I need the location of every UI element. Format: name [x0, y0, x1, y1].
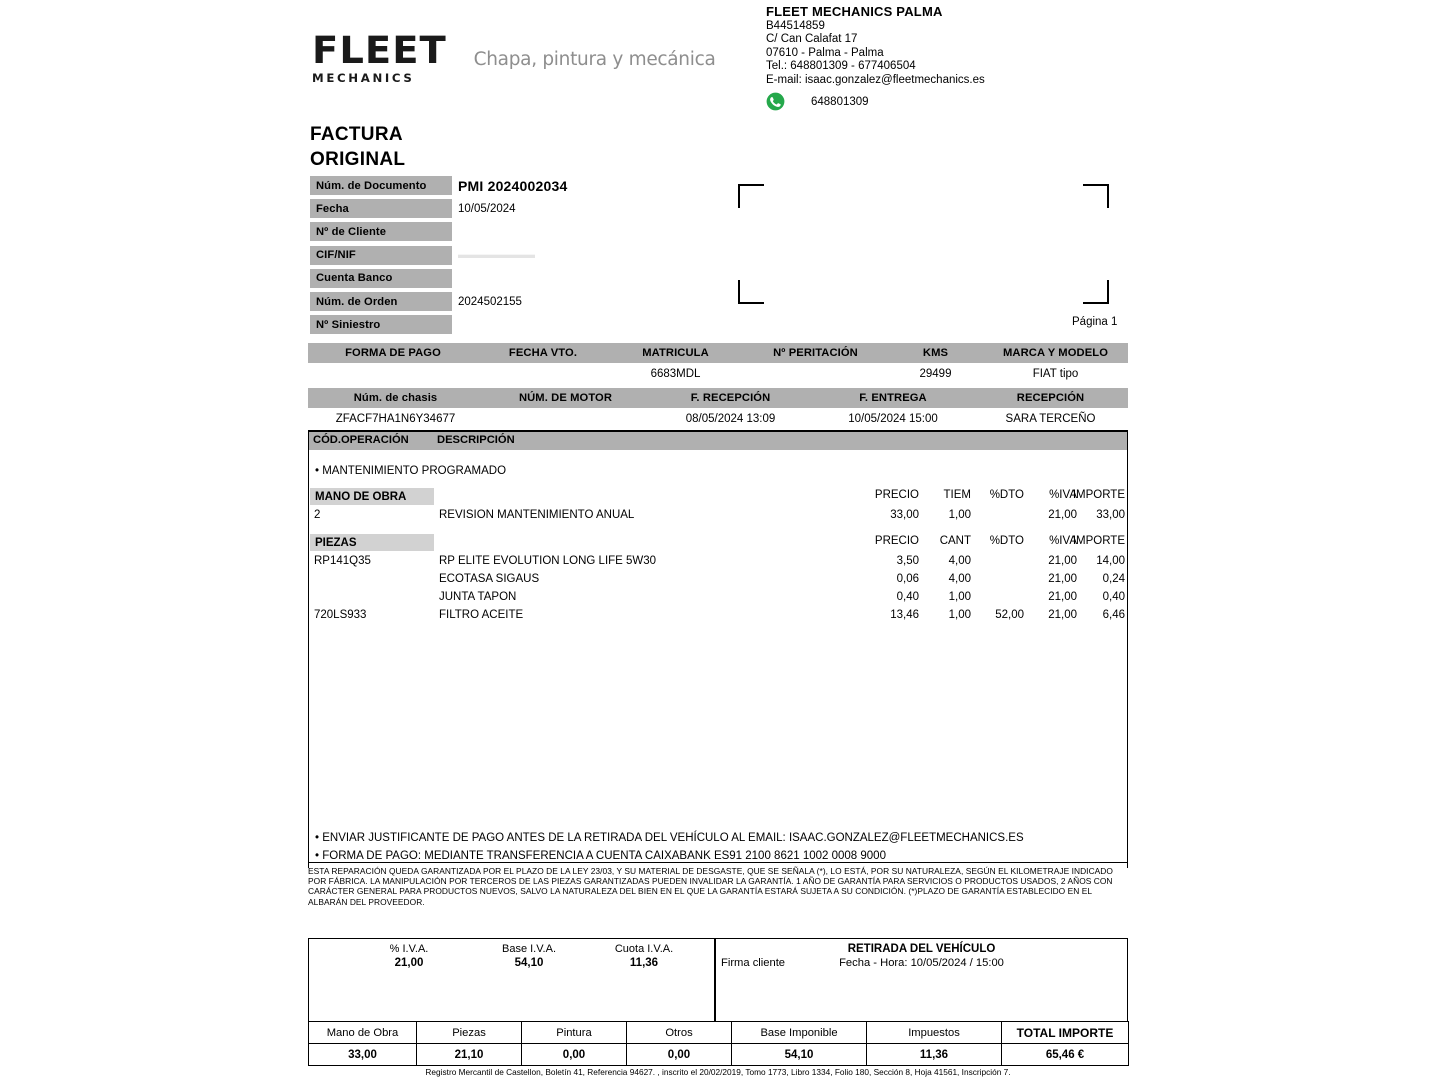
- line-item-cant: 1,00: [948, 609, 971, 621]
- line-item-tiem: 1,00: [948, 509, 971, 521]
- docinfo-row-cuenta-banco: [310, 267, 452, 290]
- crop-mark-top-right: [1083, 184, 1109, 208]
- iva-summary-box: [308, 938, 1128, 1022]
- docinfo-row-siniestro: [310, 313, 452, 336]
- colhead-labor-dto: %DTO: [989, 489, 1024, 501]
- line-item-code: RP141Q35: [314, 555, 371, 567]
- logo-tagline: Chapa, pintura y mecánica: [473, 48, 716, 70]
- payment-note-email: • ENVIAR JUSTIFICANTE DE PAGO ANTES DE LA RETIRADA DEL VEHÍCULO AL EMAIL: ISAAC.GONZALEZ@FLEETMECHANICS.ES: [315, 832, 1024, 844]
- th-recepcion: RECEPCIÓN: [973, 388, 1128, 408]
- line-item-description: ECOTASA SIGAUS: [439, 573, 540, 585]
- th-marca-modelo: MARCA Y MODELO: [983, 343, 1128, 363]
- docinfo-row-orden: [310, 290, 522, 313]
- docinfo-row-documento: [310, 174, 568, 197]
- th-otros: Otros: [627, 1022, 732, 1044]
- company-address: C/ Can Calafat 17: [766, 33, 858, 46]
- table-header-row: [308, 343, 1128, 363]
- line-item-precio: 0,40: [896, 591, 919, 603]
- whatsapp-icon: [766, 92, 785, 111]
- signature-label: Firma cliente: [721, 957, 786, 969]
- th-base-imponible: Base Imponible: [732, 1022, 867, 1044]
- document-title-line2: ORIGINAL: [310, 149, 406, 170]
- logo-mechanics-text: MECHANICS: [312, 70, 415, 85]
- td-recepcion: SARA TERCEÑO: [1005, 412, 1096, 425]
- td-f-recepcion: 08/05/2024 13:09: [685, 412, 776, 425]
- line-item-importe: 6,46: [1102, 609, 1125, 621]
- warranty-paragraph: ESTA REPARACIÓN QUEDA GARANTIZADA POR EL PLAZO DE LA LEY 23/03, Y SU MATERIAL DE DESGASTE, QUE SE SEÑALA (*), LO ESTÁ, POR SU NATURALEZA, SEGÚN EL KILOMETRAJE INDICADO POR FÁBRICA. LA MANIPULACIÓN POR TERCEROS DE LAS PIEZAS GARANTIZADAS PUEDEN INVALIDAR LA GARANTÍA. 1 AÑO DE GARANTÍA PARA SERVICIOS O PRODUCTOS USADOS, 2 AÑOS CON CARÁCTER GENERAL PARA PRODUCTOS NUEVOS, SALVO LA NATURALEZA DEL BIEN EN EL QUE LA GARANTÍA ESTARÁ SUJETA A SU CONDICIÓN. (*)PLAZO DE GARANTÍA ESTABLECIDO EN EL ALBARÁN DEL PROVEEDOR.: [308, 866, 1113, 907]
- whatsapp-number: 648801309: [811, 95, 869, 108]
- td-num-chasis: ZFACF7HA1N6Y34677: [335, 412, 456, 425]
- line-item-description: JUNTA TAPON: [439, 591, 517, 603]
- th-f-entrega: F. ENTREGA: [813, 388, 973, 408]
- warranty-legal-text: [308, 862, 1128, 907]
- crop-mark-top-left: [738, 184, 764, 208]
- td-fecha-vto: [478, 363, 608, 384]
- td-marca-modelo: FIAT tipo: [1032, 367, 1079, 380]
- table-row: [308, 408, 1128, 429]
- line-item-iva: 21,00: [1048, 555, 1077, 567]
- pickup-title: RETIRADA DEL VEHÍCULO: [847, 943, 996, 955]
- th-piezas: Piezas: [417, 1022, 522, 1044]
- totals-header-row: [309, 1022, 1129, 1044]
- docinfo-row-cliente: [310, 220, 452, 243]
- td-otros: 0,00: [627, 1044, 732, 1066]
- td-forma-de-pago: [308, 363, 478, 384]
- th-peritacion: Nº PERITACIÓN: [743, 343, 888, 363]
- td-base-imponible: 54,10: [732, 1044, 867, 1066]
- pickup-datetime: Fecha - Hora: 10/05/2024 / 15:00: [839, 957, 1004, 969]
- td-matricula: 6683MDL: [650, 367, 701, 380]
- line-item-dto: 52,00: [995, 609, 1024, 621]
- line-item-importe: 0,40: [1102, 591, 1125, 603]
- line-item-precio: 13,46: [890, 609, 919, 621]
- td-peritacion: [743, 363, 888, 384]
- line-item-cant: 4,00: [948, 555, 971, 567]
- docinfo-label-orden: Núm. de Orden: [310, 292, 452, 311]
- line-item-cant: 1,00: [948, 591, 971, 603]
- line-item-iva: 21,00: [1048, 591, 1077, 603]
- line-item-description: FILTRO ACEITE: [439, 609, 524, 621]
- section-piezas: PIEZAS: [310, 534, 434, 551]
- th-impuestos: Impuestos: [867, 1022, 1002, 1044]
- th-num-motor: NÚM. DE MOTOR: [483, 388, 648, 408]
- colhead-labor-tiem: TIEM: [943, 489, 971, 501]
- docinfo-label-siniestro: Nº Siniestro: [310, 315, 452, 334]
- line-items-section: [308, 430, 1128, 868]
- th-cod-operacion: CÓD.OPERACIÓN: [313, 434, 409, 446]
- colhead-parts-iva: %IVA: [1049, 535, 1077, 547]
- payment-note-transfer: • FORMA DE PAGO: MEDIANTE TRANSFERENCIA A CUENTA CAIXABANK ES91 2100 8621 1002 0008 9000: [315, 850, 886, 862]
- iva-cuota-value: 11,36: [629, 957, 659, 969]
- th-forma-de-pago: FORMA DE PAGO: [308, 343, 478, 363]
- line-item-importe: 33,00: [1096, 509, 1125, 521]
- docinfo-value-orden: 2024502155: [458, 295, 522, 308]
- section-mano-de-obra: MANO DE OBRA: [310, 488, 434, 505]
- line-item-code: 2: [314, 509, 321, 521]
- operation-bullet: • MANTENIMIENTO PROGRAMADO: [315, 465, 507, 477]
- line-item-precio: 33,00: [890, 509, 919, 521]
- iva-percent-label: % I.V.A.: [389, 943, 429, 955]
- totals-values-row: [309, 1044, 1129, 1066]
- company-email: E-mail: isaac.gonzalez@fleetmechanics.es: [766, 73, 985, 86]
- docinfo-row-fecha: [310, 197, 516, 220]
- line-item-iva: 21,00: [1048, 609, 1077, 621]
- registry-footer: Registro Mercantil de Castellon, Boletín 41, Referencia 94627. , inscrito el 20/02/2019, Tomo 1773, Libro 1334, Folio 180, Sección 8, Hoja 41561, Inscripción 7.: [425, 1067, 1011, 1077]
- crop-mark-bottom-left: [738, 280, 764, 304]
- vehicle-info-table-2: [308, 388, 1128, 429]
- th-mano-de-obra: Mano de Obra: [309, 1022, 417, 1044]
- td-f-entrega: 10/05/2024 15:00: [848, 412, 938, 425]
- docinfo-value-cifnif: ▬▬▬▬▬▬▬: [458, 249, 535, 262]
- table-header-row: [308, 388, 1128, 408]
- line-item-precio: 3,50: [896, 555, 919, 567]
- colhead-parts-cant: CANT: [939, 535, 971, 547]
- th-f-recepcion: F. RECEPCIÓN: [648, 388, 813, 408]
- company-city: 07610 - Palma - Palma: [766, 46, 884, 59]
- iva-base-value: 54,10: [514, 957, 544, 969]
- line-item-importe: 14,00: [1096, 555, 1125, 567]
- colhead-labor-precio: PRECIO: [874, 489, 919, 501]
- docinfo-label-documento: Núm. de Documento: [310, 176, 452, 195]
- td-num-motor: [483, 408, 648, 429]
- td-mano-de-obra: 33,00: [309, 1044, 417, 1066]
- line-item-importe: 0,24: [1102, 573, 1125, 585]
- docinfo-label-cifnif: CIF/NIF: [310, 246, 452, 265]
- document-title-line1: FACTURA: [310, 124, 403, 145]
- iva-cuota-label: Cuota I.V.A.: [614, 943, 674, 955]
- th-kms: KMS: [888, 343, 983, 363]
- whatsapp-contact: [766, 92, 869, 111]
- line-item-description: REVISION MANTENIMIENTO ANUAL: [439, 509, 635, 521]
- vehicle-info-table-1: [308, 343, 1128, 384]
- crop-mark-bottom-right: [1083, 280, 1109, 304]
- docinfo-row-cifnif: [310, 244, 535, 267]
- colhead-parts-importe: IMPORTE: [1072, 535, 1125, 547]
- company-vat: B44514859: [766, 19, 825, 32]
- td-impuestos: 11,36: [867, 1044, 1002, 1066]
- company-logo: [312, 29, 716, 88]
- colhead-parts-precio: PRECIO: [874, 535, 919, 547]
- docinfo-value-documento: PMI 2024002034: [458, 177, 568, 194]
- line-items-header: [309, 432, 1127, 450]
- colhead-parts-dto: %DTO: [989, 535, 1024, 547]
- colhead-labor-iva: %IVA: [1049, 489, 1077, 501]
- document-info-table: [310, 174, 568, 336]
- line-item-iva: 21,00: [1048, 509, 1077, 521]
- th-descripcion: DESCRIPCIÓN: [437, 434, 515, 446]
- company-details: [766, 5, 985, 88]
- totals-table: [308, 1021, 1129, 1066]
- td-total-importe: 65,46 €: [1002, 1044, 1129, 1066]
- line-item-description: RP ELITE EVOLUTION LONG LIFE 5W30: [439, 555, 657, 567]
- iva-cuota-cell: [564, 943, 724, 969]
- company-phone: Tel.: 648801309 - 677406504: [766, 60, 916, 73]
- company-name: FLEET MECHANICS PALMA: [766, 4, 943, 19]
- th-pintura: Pintura: [522, 1022, 627, 1044]
- line-item-iva: 21,00: [1048, 573, 1077, 585]
- document-title: [310, 122, 405, 172]
- docinfo-label-fecha: Fecha: [310, 199, 452, 218]
- colhead-labor-importe: IMPORTE: [1072, 489, 1125, 501]
- line-item-cant: 4,00: [948, 573, 971, 585]
- iva-base-label: Base I.V.A.: [501, 943, 557, 955]
- th-fecha-vto: FECHA VTO.: [478, 343, 608, 363]
- iva-percent-value: 21,00: [394, 957, 424, 969]
- page-number: Página 1: [1072, 316, 1118, 328]
- th-matricula: MATRICULA: [608, 343, 743, 363]
- docinfo-label-cliente: Nº de Cliente: [310, 222, 452, 241]
- line-item-precio: 0,06: [896, 573, 919, 585]
- td-pintura: 0,00: [522, 1044, 627, 1066]
- th-total-importe: TOTAL IMPORTE: [1002, 1022, 1129, 1044]
- logo-fleet-text: FLEET: [312, 29, 447, 73]
- docinfo-label-cuenta-banco: Cuenta Banco: [310, 269, 452, 288]
- docinfo-value-fecha: 10/05/2024: [458, 202, 516, 215]
- line-item-code: 720LS933: [314, 609, 367, 621]
- logo-wordmark: [312, 29, 447, 85]
- th-num-chasis: Núm. de chasis: [308, 388, 483, 408]
- td-kms: 29499: [919, 367, 952, 380]
- table-row: [308, 363, 1128, 384]
- td-piezas: 21,10: [417, 1044, 522, 1066]
